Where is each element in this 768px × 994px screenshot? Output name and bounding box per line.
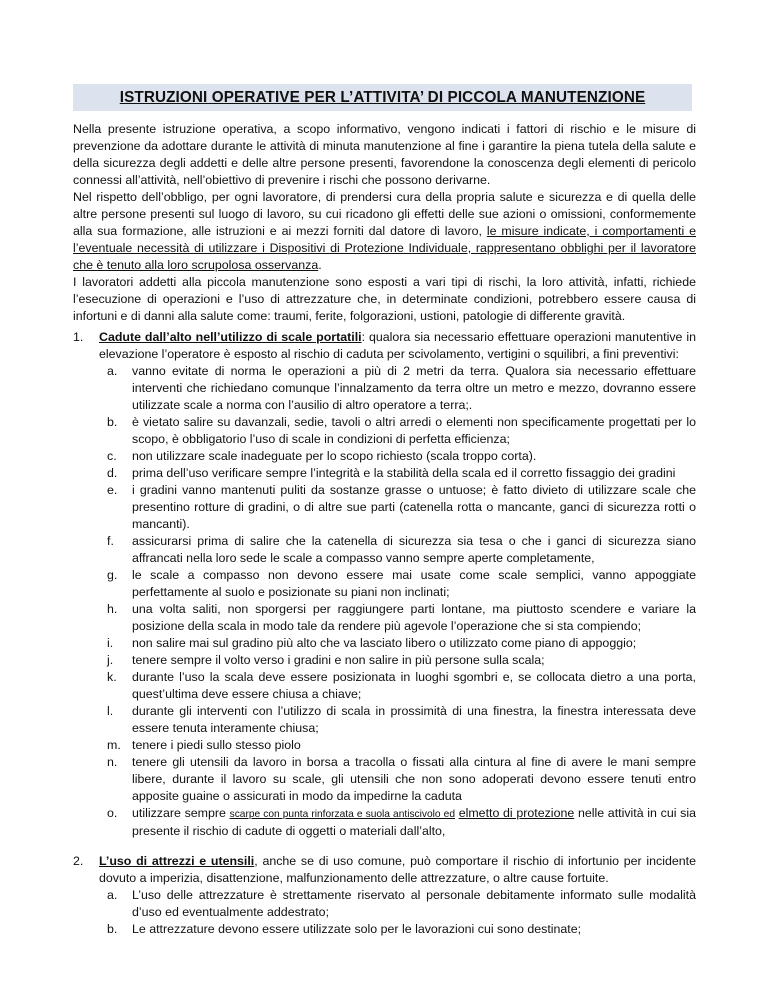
- section-2: [73, 853, 696, 938]
- list-item: [107, 921, 696, 938]
- section-number: 2.: [73, 854, 84, 868]
- list-item-letter: b.: [107, 415, 118, 429]
- list-item: [107, 737, 696, 754]
- list-item: [107, 448, 696, 465]
- list-item-text: non utilizzare scale inadeguate per lo scopo richiesto (scala troppo corta).: [132, 449, 537, 463]
- list-item: [107, 805, 696, 840]
- list-item-letter: k.: [107, 670, 117, 684]
- list-item-letter: e.: [107, 483, 118, 497]
- list-item-text: non salire mai sul gradino più alto che va lasciato libero o utilizzato come piano di appoggio;: [132, 636, 637, 650]
- intro-section: [73, 121, 696, 325]
- section-1: [73, 329, 696, 840]
- list-item-letter: i.: [107, 636, 114, 650]
- intro-paragraph-3: I lavoratori addetti alla piccola manutenzione sono esposti a vari tipi di rischi, la loro attività, infatti, richiede l’esecuzione di operazioni e l’uso di attrezzature che, in determinate condizioni, potrebbero essere causa di infortuni e di danni alla salute come: traumi, ferite, folgorazioni, ustioni, patologie di differente gravità.: [73, 275, 696, 323]
- list-item: [107, 567, 696, 601]
- intro-paragraph-2: [73, 189, 696, 274]
- list-item-letter: g.: [107, 568, 118, 582]
- section-heading: Cadute dall’alto nell’utilizzo di scale portatili: [99, 330, 362, 344]
- list-item: [107, 465, 696, 482]
- list-item-letter: l.: [107, 704, 114, 718]
- list-item-text-end: nelle attività in cui sia presente il rischio di cadute di oggetti o materiali dall’alto,: [132, 806, 697, 838]
- section-text: , anche se di uso comune, può comportare il rischio di infortunio per incidente dovuto a imperizia, disattenzione, malfunzionamento delle attrezzature, o altre cause fortuite.: [99, 854, 697, 885]
- list-item-helmet-text: elmetto di protezione: [458, 806, 575, 820]
- list-item: [107, 482, 696, 533]
- section-1-items: [107, 363, 696, 840]
- list-item-letter: a.: [107, 888, 118, 902]
- intro-paragraph-2-text: Nel rispetto dell’obbligo, per ogni lavoratore, di prendersi cura della propria salute e sicurezza e di quella delle altre persone presenti sul luogo di lavoro, su cui ricadono gli effetti delle sue azioni o omissioni, conformemente alla sua formazione, alle istruzioni e ai mezzi forniti dal datore di lavoro,: [73, 190, 696, 238]
- list-item-text: durante gli interventi con l’utilizzo di scala in prossimità di una finestra, la finestra interessata deve essere tenuta interamente chiusa;: [132, 704, 696, 735]
- section-number: 1.: [73, 330, 84, 344]
- list-item-text: vanno evitate di norma le operazioni a più di 2 metri da terra. Qualora sia necessario effettuare interventi che richiedano comunque l’innalzamento da terra oltre un metro e mezzo, dovranno essere utilizzate scale a norma con l’ausilio di altro operatore a terra;.: [132, 364, 696, 412]
- list-item-text: durante l’uso la scala deve essere posizionata in luoghi sgombri e, se collocata dietro a una porta, quest’ultima deve essere chiusa a chiave;: [132, 670, 696, 701]
- list-item-letter: n.: [107, 755, 118, 769]
- list-item-footwear-text: scarpe con punta rinforzata e suola antiscivolo ed: [229, 809, 456, 820]
- document-title-bar: [73, 84, 692, 111]
- list-item: [107, 887, 696, 921]
- intro-paragraph-2-underlined: le misure indicate, i comportamenti e l’eventuale necessità di utilizzare i Dispositivi di Protezione Individuale, rappresentano obblighi per il lavoratore che è tenuto alla loro scrupolosa osservanza: [73, 224, 697, 272]
- list-item-text: Le attrezzature devono essere utilizzate solo per le lavorazioni cui sono destinate;: [132, 922, 582, 936]
- list-item-text: tenere i piedi sullo stesso piolo: [132, 738, 301, 752]
- section-2-items: [107, 887, 696, 938]
- intro-paragraph-1: Nella presente istruzione operativa, a scopo informativo, vengono indicati i fattori di rischio e le misure di prevenzione da adottare durante le attività di minuta manutenzione al fine i garantire la piena tutela della salute e della sicurezza degli addetti e delle altre persone presenti, favorendone la conoscenza degli elementi di pericolo connessi all’attività, nell’obiettivo di prevenire i rischi che possono derivarne.: [73, 122, 696, 187]
- list-item-text: L’uso delle attrezzature è strettamente riservato al personale debitamente informato sulle modalità d’uso ed eventualmente addestrato;: [132, 888, 696, 919]
- list-item-text: i gradini vanno mantenuti puliti da sostanze grasse o untuose; è fatto divieto di utilizzare scale che presentino rotture di gradini, o di altre sue parti (catenella rotta o mancante, ganci di sicurezza rotti o mancanti).: [132, 483, 696, 531]
- list-item-letter: f.: [107, 534, 114, 548]
- list-item: [107, 754, 696, 805]
- list-item: [107, 703, 696, 737]
- list-item: [107, 533, 696, 567]
- list-item-letter: h.: [107, 602, 118, 616]
- list-item-text: le scale a compasso non devono essere mai usate come scale semplici, vanno appoggiate perfettamente al suolo e posizionate su piani non inclinati;: [132, 568, 696, 599]
- section-heading: L’uso di attrezzi e utensili: [99, 854, 255, 868]
- section-text: : qualora sia necessario effettuare operazioni manutentive in elevazione l’operatore è esposto al rischio di caduta per scivolamento, vertigini o squilibri, a fini preventivi:: [99, 330, 696, 361]
- list-item-text: tenere gli utensili da lavoro in borsa a tracolla o fissati alla cintura al fine di avere le mani sempre libere, durante il lavoro su scale, gli utensili che non sono adoperati devono essere tenuti entro apposite guaine o assicurati in modo da impedirne la caduta: [132, 755, 696, 803]
- list-item-text: assicurarsi prima di salire che la catenella di sicurezza sia tesa o che i ganci di sicurezza siano affrancati nella loro sede le scale a compasso vanno sempre aperte completamente,: [132, 534, 696, 565]
- intro-paragraph-2-end: .: [318, 258, 322, 272]
- list-item-letter: o.: [107, 806, 118, 820]
- list-item: [107, 652, 696, 669]
- list-item-letter: d.: [107, 466, 118, 480]
- list-item-letter: a.: [107, 364, 118, 378]
- list-item-text: è vietato salire su davanzali, sedie, tavoli o altri arredi o elementi non specificamente progettati per lo scopo, è obbligatorio l’uso di scale in condizioni di perfetta efficienza;: [132, 415, 696, 446]
- list-item: [107, 601, 696, 635]
- list-item-text: tenere sempre il volto verso i gradini e non salire in più persone sulla scala;: [132, 653, 545, 667]
- list-item-text: una volta saliti, non sporgersi per raggiungere parti lontane, ma piuttosto scendere e variare la posizione della scala in modo tale da rendere più agevole l’operazione che si sta compiendo;: [132, 602, 696, 633]
- list-item-letter: c.: [107, 449, 117, 463]
- list-item: [107, 363, 696, 414]
- list-item: [107, 669, 696, 703]
- section-gap: [73, 840, 696, 853]
- document-title: ISTRUZIONI OPERATIVE PER L’ATTIVITA’ DI PICCOLA MANUTENZIONE: [119, 89, 646, 106]
- list-item: [107, 635, 696, 652]
- list-item: [107, 414, 696, 448]
- list-item-letter: b.: [107, 922, 118, 936]
- list-item-letter: j.: [107, 653, 114, 667]
- list-item-text: prima dell’uso verificare sempre l’integrità e la stabilità della scala ed il corretto fissaggio dei gradini: [132, 466, 676, 480]
- sections-list: [73, 329, 696, 938]
- list-item-text: utilizzare sempre: [132, 806, 230, 820]
- list-item-letter: m.: [107, 738, 121, 752]
